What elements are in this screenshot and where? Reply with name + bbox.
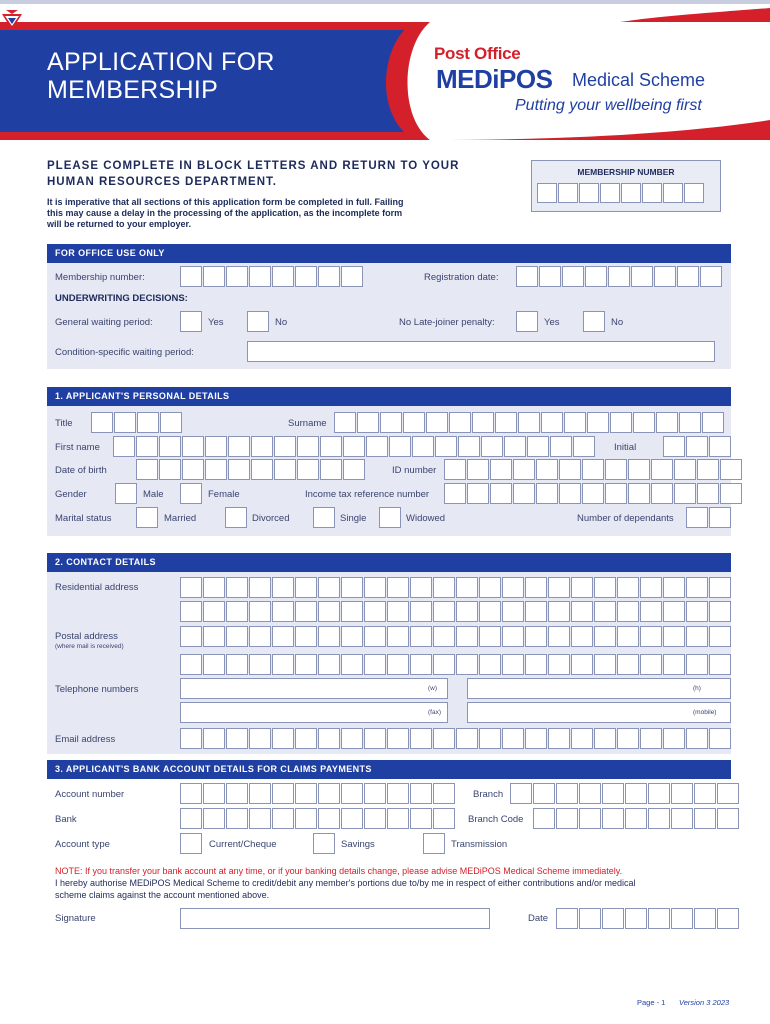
registration-date-label: Registration date: <box>424 272 499 283</box>
bank-label: Bank <box>55 814 77 825</box>
marital-married-label: Married <box>164 513 197 524</box>
id-number-input[interactable] <box>444 459 743 480</box>
page-title: APPLICATION FOR MEMBERSHIP <box>47 48 275 104</box>
gender-female-label: Female <box>208 489 240 500</box>
mobile-input[interactable] <box>467 702 731 723</box>
marital-widowed-label: Widowed <box>406 513 446 524</box>
bank-input[interactable] <box>180 808 456 829</box>
general-waiting-yes-label: Yes <box>208 317 224 328</box>
dependants-label: Number of dependants <box>577 513 674 524</box>
tax-ref-label: Income tax reference number <box>305 489 430 500</box>
version-label: Version 3 2023 <box>679 998 730 1007</box>
top-strip <box>0 0 770 4</box>
surname-input[interactable] <box>334 412 725 433</box>
tax-ref-input[interactable] <box>444 483 743 504</box>
page-number: Page - 1 <box>637 998 666 1007</box>
account-type-current-label: Current/Cheque <box>209 839 277 850</box>
general-waiting-no-checkbox[interactable] <box>247 311 269 332</box>
membership-number-label: MEMBERSHIP NUMBER <box>577 167 675 177</box>
branch-label: Branch <box>473 789 504 800</box>
late-joiner-yes-label: Yes <box>544 317 560 328</box>
dependants-input[interactable] <box>686 507 732 528</box>
branch-input[interactable] <box>510 783 740 804</box>
fax-input[interactable] <box>180 702 448 723</box>
medical-scheme-text: Medical Scheme <box>572 70 706 90</box>
marital-single-checkbox[interactable] <box>313 507 335 528</box>
debit-authorisation-line2: scheme claims against the account mentioned above. <box>55 890 270 900</box>
email-label: Email address <box>55 734 116 745</box>
residential-address-label: Residential address <box>55 582 139 593</box>
date-label: Date <box>528 913 549 924</box>
account-type-transmission-checkbox[interactable] <box>423 833 445 854</box>
initial-label: Initial <box>614 442 637 453</box>
general-waiting-no-label: No <box>275 317 288 328</box>
telephone-label: Telephone numbers <box>55 684 139 695</box>
account-type-label: Account type <box>55 839 110 850</box>
membership-number-input[interactable] <box>537 183 705 203</box>
personal-details-header: 1. APPLICANT'S PERSONAL DETAILS <box>47 387 731 406</box>
instructions-body: It is imperative that all sections of this application form be completed in full. Failing this may cause a delay in the processing of the application, as the incomplete form will be returned to your employer. <box>47 197 404 229</box>
mobile-label: (mobile) <box>693 709 717 716</box>
email-input[interactable] <box>180 728 732 749</box>
membership-number-box <box>531 160 721 212</box>
title-input[interactable] <box>91 412 183 433</box>
header-banner <box>0 8 770 140</box>
initial-input[interactable] <box>663 436 732 457</box>
account-number-input[interactable] <box>180 783 456 804</box>
residential-address-line1-input[interactable] <box>180 577 732 598</box>
dob-input[interactable] <box>136 459 366 480</box>
telephone-work-label: (w) <box>428 685 438 692</box>
office-membership-number-input[interactable] <box>180 266 364 287</box>
postal-address-note: (where mail is received) <box>55 643 124 650</box>
first-name-input[interactable] <box>113 436 596 457</box>
late-joiner-no-label: No <box>611 317 624 328</box>
fax-label: (fax) <box>428 709 441 716</box>
branch-code-input[interactable] <box>533 808 740 829</box>
marital-widowed-checkbox[interactable] <box>379 507 401 528</box>
condition-specific-input[interactable] <box>247 341 715 362</box>
telephone-work-input[interactable] <box>180 678 448 699</box>
dob-label: Date of birth <box>55 465 107 476</box>
marital-divorced-label: Divorced <box>252 513 290 524</box>
surname-label: Surname <box>288 418 327 429</box>
title-label: Title <box>55 418 73 429</box>
postal-address-label: Postal address <box>55 631 118 642</box>
late-joiner-label: No Late-joiner penalty: <box>399 317 495 328</box>
instructions-heading: PLEASE COMPLETE IN BLOCK LETTERS AND RETURN TO YOUR HUMAN RESOURCES DEPARTMENT. <box>47 160 460 188</box>
signature-date-input[interactable] <box>556 908 740 929</box>
tagline: Putting your wellbeing first <box>515 97 702 114</box>
postal-address-line2-input[interactable] <box>180 654 732 675</box>
office-use-header: FOR OFFICE USE ONLY <box>47 244 731 263</box>
first-name-label: First name <box>55 442 100 453</box>
telephone-home-label: (h) <box>693 685 701 692</box>
marital-divorced-checkbox[interactable] <box>225 507 247 528</box>
account-type-savings-label: Savings <box>341 839 375 850</box>
debit-authorisation-line1: I hereby authorise MEDiPOS Medical Scheme to credit/debit any member's portions due to/by me in respect of either contributions and/or medical <box>55 878 636 888</box>
account-type-savings-checkbox[interactable] <box>313 833 335 854</box>
late-joiner-yes-checkbox[interactable] <box>516 311 538 332</box>
signature-label: Signature <box>55 913 96 924</box>
contact-details-header: 2. CONTACT DETAILS <box>47 553 731 572</box>
postal-address-line1-input[interactable] <box>180 626 732 647</box>
condition-specific-label: Condition-specific waiting period: <box>55 347 194 358</box>
post-office-logo-text: Post Office <box>434 44 521 63</box>
marital-married-checkbox[interactable] <box>136 507 158 528</box>
office-membership-number-label: Membership number: <box>55 272 145 283</box>
gender-male-checkbox[interactable] <box>115 483 137 504</box>
marital-single-label: Single <box>340 513 367 524</box>
account-type-current-checkbox[interactable] <box>180 833 202 854</box>
medipos-logo: MEDiPOS <box>436 64 553 94</box>
account-type-transmission-label: Transmission <box>451 839 508 850</box>
gender-female-checkbox[interactable] <box>180 483 202 504</box>
signature-input[interactable] <box>180 908 490 929</box>
residential-address-line2-input[interactable] <box>180 601 732 622</box>
gender-male-label: Male <box>143 489 164 500</box>
bank-change-note: NOTE: If you transfer your bank account at any time, or if your banking details change, please advise MEDiPOS Medical Scheme immediately. <box>55 866 623 876</box>
general-waiting-label: General waiting period: <box>55 317 153 328</box>
id-number-label: ID number <box>392 465 437 476</box>
post-office-emblem-icon <box>0 8 24 32</box>
account-number-label: Account number <box>55 789 125 800</box>
late-joiner-no-checkbox[interactable] <box>583 311 605 332</box>
branch-code-label: Branch Code <box>468 814 524 825</box>
gender-label: Gender <box>55 489 87 500</box>
general-waiting-yes-checkbox[interactable] <box>180 311 202 332</box>
marital-status-label: Marital status <box>55 513 112 524</box>
underwriting-heading: UNDERWRITING DECISIONS: <box>55 293 188 304</box>
bank-details-header: 3. APPLICANT'S BANK ACCOUNT DETAILS FOR CLAIMS PAYMENTS <box>47 760 731 779</box>
telephone-home-input[interactable] <box>467 678 731 699</box>
registration-date-input[interactable] <box>516 266 723 287</box>
